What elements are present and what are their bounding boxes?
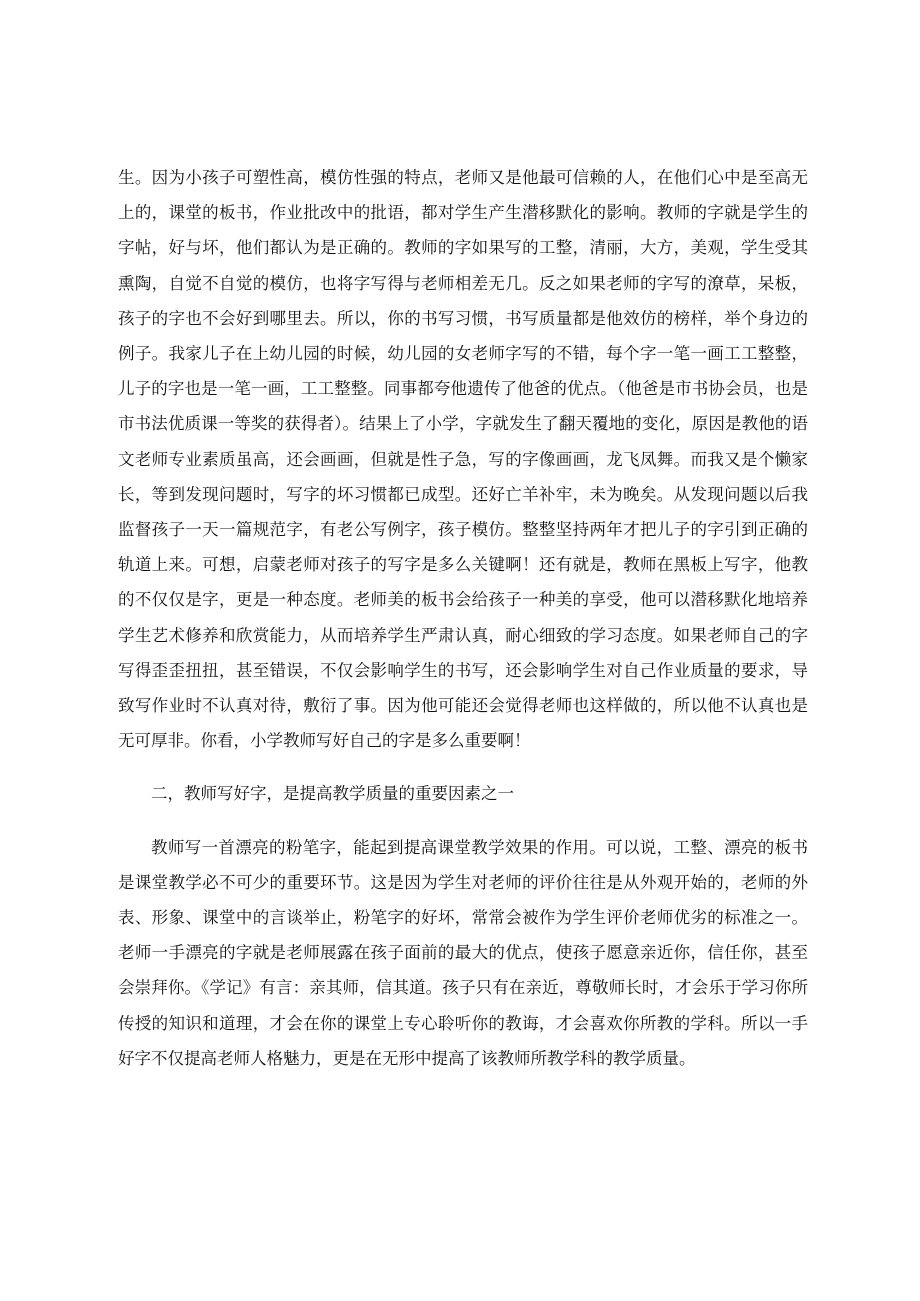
document-body <box>118 160 808 1076</box>
body-paragraph-1: 生。因为小孩子可塑性高，模仿性强的特点，老师又是他最可信赖的人，在他们心中是至高无上的，课堂的板书，作业批改中的批语，都对学生产生潜移默化的影响。教师的字就是学生的字帖，好与坏，他们都认为是正确的。教师的字如果写的工整，清丽，大方，美观，学生受其熏陶，自觉不自觉的模仿，也将字写得与老师相差无几。反之如果老师的字写的潦草，呆板，孩子的字也不会好到哪里去。所以，你的书写习惯，书写质量都是他效仿的榜样，举个身边的例子。我家儿子在上幼儿园的时候，幼儿园的女老师字写的不错，每个字一笔一画工工整整，儿子的字也是一笔一画，工工整整。同事都夸他遗传了他爸的优点。（他爸是市书协会员，也是市书法优质课一等奖的获得者）。结果上了小学，字就发生了翻天覆地的变化，原因是教他的语文老师专业素质虽高，还会画画，但就是性子急，写的字像画画，龙飞凤舞。而我又是个懒家长，等到发现问题时，写字的坏习惯都已成型。还好亡羊补牢，未为晚矣。从发现问题以后我监督孩子一天一篇规范字，有老公写例字，孩子模仿。整整坚持两年才把儿子的字引到正确的轨道上来。可想，启蒙老师对孩子的写字是多么关键啊！还有就是，教师在黑板上写字，他教的不仅仅是字，更是一种态度。老师美的板书会给孩子一种美的享受，他可以潜移默化地培养学生艺术修养和欣赏能力，从而培养学生严肃认真，耐心细致的学习态度。如果老师自己的字写得歪歪扭扭，甚至错误，不仅会影响学生的书写，还会影响学生对自己作业质量的要求，导致写作业时不认真对待，敷衍了事。因为他可能还会觉得老师也这样做的，所以他不认真也是无可厚非。你看，小学教师写好自己的字是多么重要啊！ <box>118 168 808 751</box>
section-heading-2: 二，教师写好字，是提高教学质量的重要因素之一 <box>151 784 514 804</box>
body-paragraph-2: 教师写一首漂亮的粉笔字，能起到提高课堂教学效果的作用。可以说，工整、漂亮的板书是课堂教学必不可少的重要环节。这是因为学生对老师的评价往往是从外观开始的，老师的外表、形象、课堂中的言谈举止，粉笔字的好坏，常常会被作为学生评价老师优劣的标准之一。老师一手漂亮的字就是老师展露在孩子面前的最大的优点，使孩子愿意亲近你，信任你，甚至会崇拜你。《学记》有言：亲其师，信其道。孩子只有在亲近，尊敬师长时，才会乐于学习你所传授的知识和道理，才会在你的课堂上专心聆听你的教诲，才会喜欢你所教的学科。所以一手好字不仅提高老师人格魅力，更是在无形中提高了该教师所教学科的教学质量。 <box>118 837 808 1068</box>
